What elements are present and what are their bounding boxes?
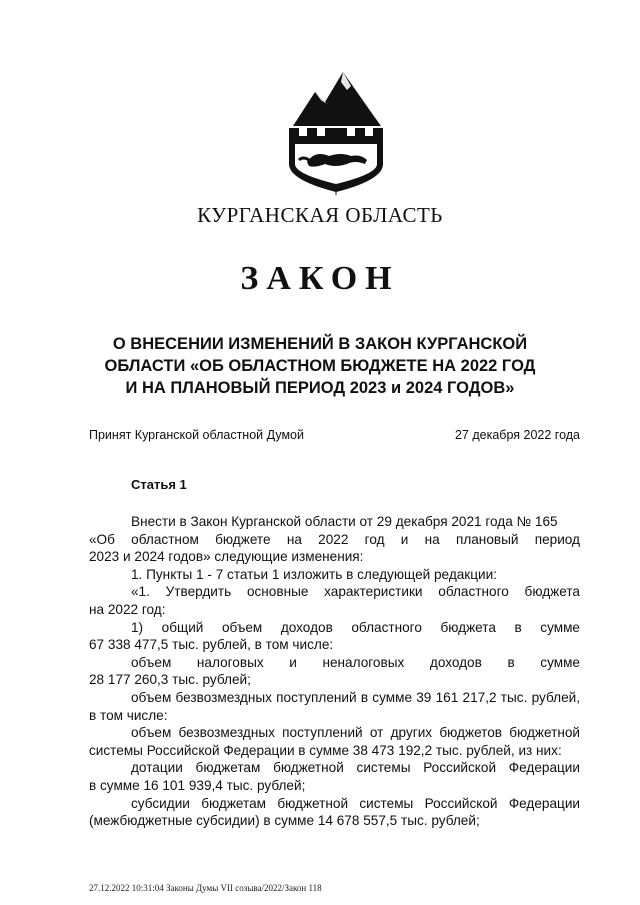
law-title-line-2: ОБЛАСТИ «ОБ ОБЛАСТНОМ БЮДЖЕТЕ НА 2022 ГОД: [104, 357, 536, 375]
body-line: объем безвозмездных поступлений в сумме 39 161 217,2 тыс. рублей,: [131, 689, 580, 705]
footer-stamp: 27.12.2022 10:31:04 Законы Думы VII созыва/2022/Закон 118: [89, 883, 322, 893]
body-line: 28 177 260,3 тыс. рублей;: [89, 672, 251, 688]
body-line: 1) общий объем доходов областного бюджета в сумме: [131, 619, 580, 635]
body-line: в том числе:: [89, 707, 168, 723]
law-title-line-3: И НА ПЛАНОВЫЙ ПЕРИОД 2023 и 2024 ГОДОВ»: [125, 379, 515, 397]
body-line: системы Российской Федерации в сумме 38 473 192,2 тыс. рублей, из них:: [89, 742, 562, 758]
region-name: КУРГАНСКАЯ ОБЛАСТЬ: [197, 203, 443, 227]
body-line: 2023 и 2024 годов» следующие изменения:: [89, 549, 364, 565]
body-line: дотации бюджетам бюджетной системы Российской Федерации: [131, 760, 580, 776]
law-title-line-1: О ВНЕСЕНИИ ИЗМЕНЕНИЙ В ЗАКОН КУРГАНСКОЙ: [112, 335, 528, 353]
law-title: [60, 333, 580, 399]
document-type: ЗАКОН: [240, 260, 400, 297]
body-line: «Об областном бюджете на 2022 год и на плановый период: [89, 531, 580, 547]
coat-of-arms-emblem: [285, 64, 387, 196]
body-line: (межбюджетные субсидии) в сумме 14 678 557,5 тыс. рублей;: [89, 813, 480, 829]
body-line: объем безвозмездных поступлений от других бюджетов бюджетной: [131, 725, 580, 741]
adoption-date: 27 декабря 2022 года: [454, 428, 580, 442]
body-line: в сумме 16 101 939,4 тыс. рублей;: [89, 777, 306, 793]
article-title: Статья 1: [131, 477, 187, 492]
body-line: объем налоговых и неналоговых доходов в сумме: [131, 654, 580, 670]
article-body: [89, 513, 580, 830]
body-line: на 2022 год:: [89, 601, 166, 617]
body-line: 1. Пункты 1 - 7 статьи 1 изложить в следующей редакции:: [131, 566, 498, 582]
body-line: Внести в Закон Курганской области от 29 декабря 2021 года № 165: [131, 514, 558, 529]
body-line: субсидии бюджетам бюджетной системы Российской Федерации: [131, 795, 580, 811]
adopted-by: Принят Курганской областной Думой: [89, 428, 304, 442]
body-line: 67 338 477,5 тыс. рублей, в том числе:: [89, 637, 334, 653]
adoption-info: [89, 428, 580, 442]
body-line: «1. Утвердить основные характеристики областного бюджета: [131, 584, 580, 600]
